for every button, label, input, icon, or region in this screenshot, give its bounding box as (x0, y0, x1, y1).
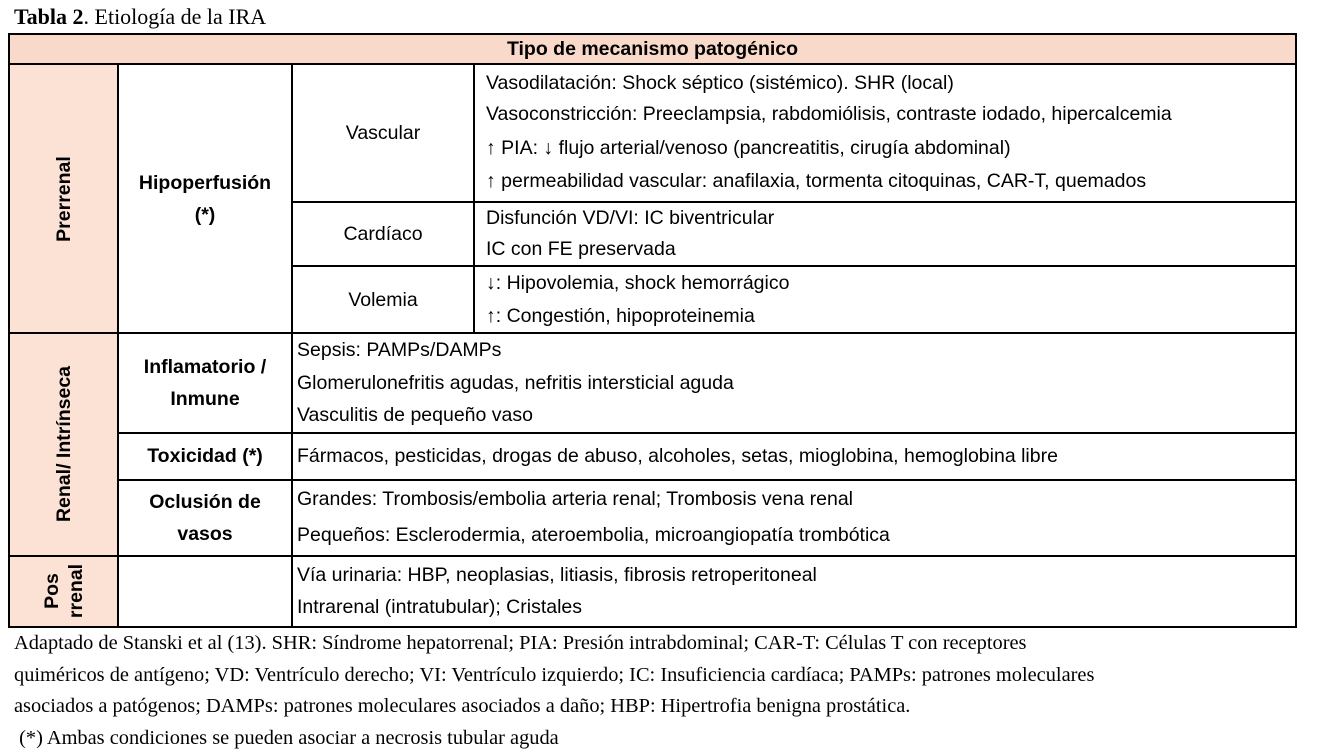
posrenal-item: Intrarenal (intratubular); Cristales (297, 591, 1295, 624)
mechanism-hipoperfusion-line2: (*) (119, 199, 291, 231)
footnote-line: quiméricos de antígeno; VD: Ventrículo derecho; VI: Ventrículo izquierdo; IC: Insuficiencia cardíaca; PAMPs: patrones moleculares (14, 660, 1314, 692)
mechanism-inflamatorio-line1: Inflamatorio / (119, 351, 291, 383)
posrenal-item: Vía urinaria: HBP, neoplasias, litiasis, fibrosis retroperitoneal (297, 559, 1295, 592)
mechanism-oclusion-line2: vasos (119, 518, 291, 550)
vascular-item: ↑ PIA: ↓ flujo arterial/venoso (pancreatitis, cirugía abdominal) (486, 132, 1295, 164)
category-renal-label: Renal/ Intrínseca (52, 366, 76, 522)
cardiaco-description (474, 202, 1296, 266)
category-renal (9, 333, 118, 556)
category-posrenal-line1: Pos (40, 564, 64, 618)
inflamatorio-item: Vasculitis de pequeño vaso (297, 399, 1295, 432)
footnote-line: asociados a patógenos; DAMPs: patrones moleculares asociados a daño; HBP: Hipertrofia benigna prostática. (14, 691, 1314, 723)
mechanism-hipoperfusion (118, 64, 292, 333)
vascular-description (474, 64, 1296, 202)
mechanism-oclusion (118, 480, 292, 556)
subtype-volemia: Volemia (292, 266, 474, 333)
vascular-item: ↑ permeabilidad vascular: anafilaxia, tormenta citoquinas, CAR-T, quemados (486, 164, 1295, 198)
footnote-line: Adaptado de Stanski et al (13). SHR: Síndrome hepatorrenal; PIA: Presión intrabdominal; CAR-T: Células T con receptores (14, 628, 1314, 660)
vascular-item: Vasodilatación: Shock séptico (sistémico). SHR (local) (486, 68, 1295, 98)
subtype-cardiaco: Cardíaco (292, 202, 474, 266)
category-prerrenal (9, 64, 118, 333)
inflamatorio-item: Glomerulonefritis agudas, nefritis intersticial aguda (297, 367, 1295, 400)
volemia-item: ↓: Hipovolemia, shock hemorrágico (486, 267, 1295, 300)
category-prerrenal-label: Prerrenal (52, 156, 76, 242)
vascular-item: Vasoconstricción: Preeclampsia, rabdomiólisis, contraste iodado, hipercalcemia (486, 98, 1295, 132)
subtype-vascular: Vascular (292, 64, 474, 202)
inflamatorio-description (292, 333, 1296, 433)
table-header: Tipo de mecanismo patogénico (9, 34, 1296, 64)
table-caption (14, 4, 266, 30)
mechanism-hipoperfusion-line1: Hipoperfusión (119, 167, 291, 199)
oclusion-description (292, 480, 1296, 556)
mechanism-inflamatorio (118, 333, 292, 433)
oclusion-item: Pequeños: Esclerodermia, ateroembolia, microangiopatía trombótica (297, 516, 1295, 554)
toxicidad-description (292, 433, 1296, 480)
mechanism-oclusion-line1: Oclusión de (119, 486, 291, 518)
caption-label: Tabla 2 (14, 4, 84, 29)
mechanism-toxicidad: Toxicidad (*) (118, 433, 292, 480)
inflamatorio-item: Sepsis: PAMPs/DAMPs (297, 334, 1295, 367)
caption-text: . Etiología de la IRA (84, 4, 267, 29)
footnote-line: (*) Ambas condiciones se pueden asociar a necrosis tubular aguda (14, 723, 1314, 754)
category-posrenal-line2: rrenal (64, 564, 88, 618)
posrenal-empty-mechanism (118, 556, 292, 627)
posrenal-description (292, 556, 1296, 627)
category-posrenal (9, 556, 118, 627)
etiology-table (8, 33, 1297, 628)
cardiaco-item: Disfunción VD/VI: IC biventricular (486, 203, 1295, 234)
table-footnotes (14, 628, 1314, 754)
mechanism-inflamatorio-line2: Inmune (119, 383, 291, 415)
cardiaco-item: IC con FE preservada (486, 234, 1295, 265)
toxicidad-item: Fármacos, pesticidas, drogas de abuso, alcoholes, setas, mioglobina, hemoglobina libre (297, 440, 1295, 473)
volemia-item: ↑: Congestión, hipoproteinemia (486, 300, 1295, 333)
volemia-description (474, 266, 1296, 333)
oclusion-item: Grandes: Trombosis/embolia arteria renal; Trombosis vena renal (297, 482, 1295, 516)
category-posrenal-label (40, 564, 88, 618)
